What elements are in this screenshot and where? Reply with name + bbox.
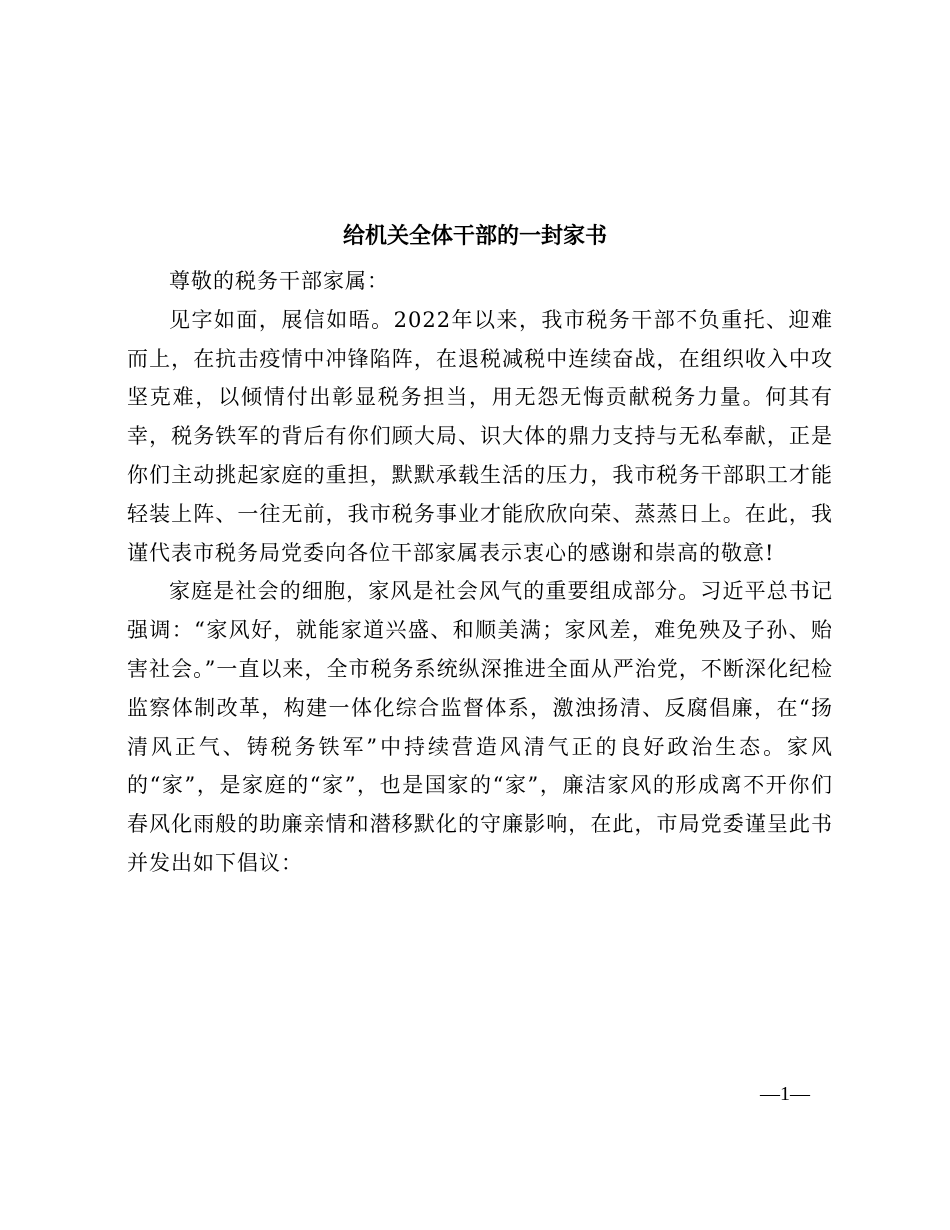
paragraph-1: 见字如面，展信如晤。2022年以来，我市税务干部不负重托、迎难而上，在抗击疫情中冲锋陷阵，在退税减税中连续奋战，在组织收入中攻坚克难，以倾情付出彰显税务担当，用无怨无悔贡献税务力量。何其有幸，税务铁军的背后有你们顾大局、识大体的鼎力支持与无私奉献，正是你们主动挑起家庭的重担，默默承载生活的压力，我市税务干部职工才能轻装上阵、一往无前，我市税务事业才能欣欣向荣、蒸蒸日上。在此，我谨代表市税务局党委向各位干部家属表示衷心的感谢和崇高的敬意! bbox=[127, 307, 833, 565]
page-number: —1— bbox=[760, 1083, 810, 1105]
paragraph-2: 家庭是社会的细胞，家风是社会风气的重要组成部分。习近平总书记强调：“家风好，就能家道兴盛、和顺美满；家风差，难免殃及子孙、贻害社会。”一直以来，全市税务系统纵深推进全面从严治党，不断深化纪检监察体制改革，构建一体化综合监督体系，激浊扬清、反腐倡廉，在“扬清风正气、铸税务铁军”中持续营造风清气正的良好政治生态。家风的“家”，是家庭的“家”，也是国家的“家”，廉洁家风的形成离不开你们春风化雨般的助廉亲情和潜移默化的守廉影响，在此，市局党委谨呈此书并发出如下倡议： bbox=[127, 579, 833, 875]
salutation: 尊敬的税务干部家属： bbox=[169, 269, 389, 293]
letter-body bbox=[127, 262, 833, 883]
document-title: 给机关全体干部的一封家书 bbox=[342, 223, 607, 249]
